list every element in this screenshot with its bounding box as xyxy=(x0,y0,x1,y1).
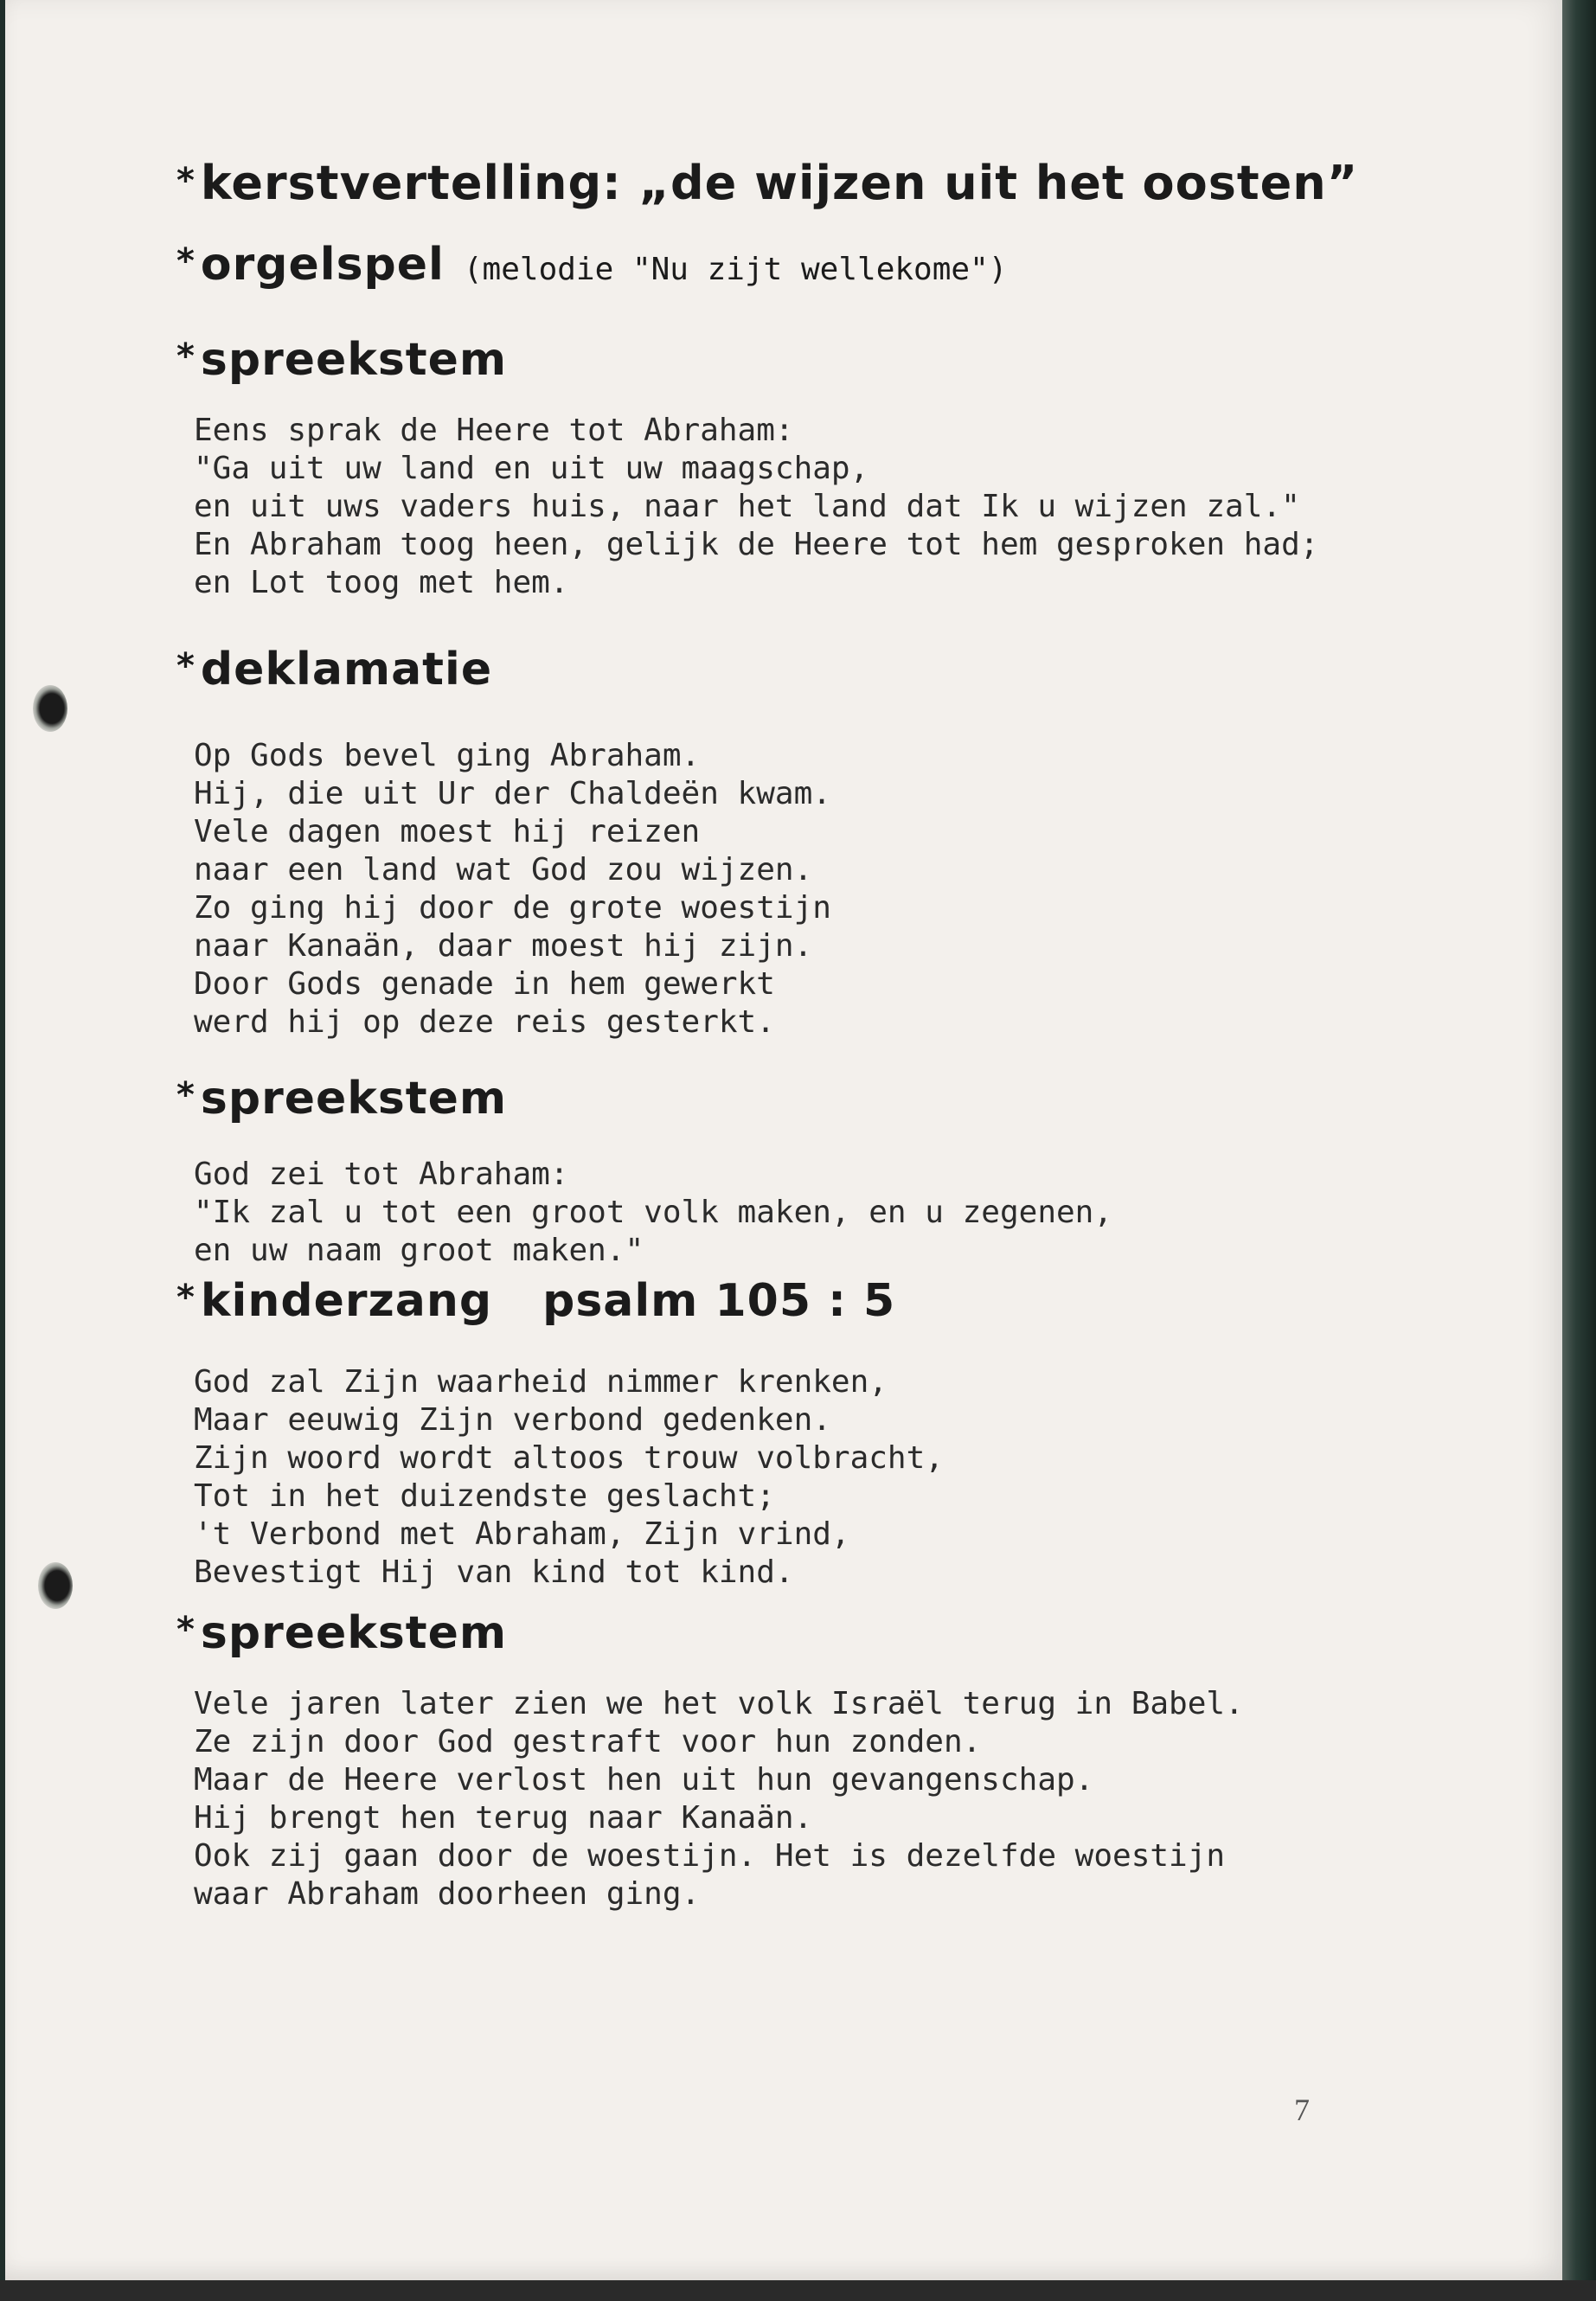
text-line: en uw naam groot maken." xyxy=(194,1233,644,1268)
text-line: Hij brengt hen terug naar Kanaän. xyxy=(194,1800,813,1836)
section-heading-kerstvertelling xyxy=(176,156,1358,210)
text-line: en uit uws vaders huis, naar het land dat Ik u wijzen zal." xyxy=(194,489,1300,524)
spreekstem-text xyxy=(194,1685,1244,1913)
text-line: naar Kanaän, daar moest hij zijn. xyxy=(194,928,813,964)
bullet-star: * xyxy=(176,241,195,281)
psalm-reference: psalm 105 : 5 xyxy=(542,1275,896,1327)
section-heading-spreekstem xyxy=(176,334,507,386)
text-line: Ze zijn door God gestraft voor hun zonden. xyxy=(194,1724,982,1759)
text-line: Maar de Heere verlost hen uit hun gevangenschap. xyxy=(194,1762,1094,1798)
heading-text: deklamatie xyxy=(200,644,493,695)
melody-note: (melodie "Nu zijt wellekome") xyxy=(463,252,1008,287)
heading-text: orgelspel xyxy=(200,239,445,291)
section-heading-kinderzang xyxy=(176,1275,895,1327)
text-line: werd hij op deze reis gesterkt. xyxy=(194,1004,775,1040)
text-line: Vele dagen moest hij reizen xyxy=(194,814,701,849)
text-line: Zo ging hij door de grote woestijn xyxy=(194,890,831,926)
bullet-star: * xyxy=(176,1075,195,1115)
text-line: Ook zij gaan door de woestijn. Het is dezelfde woestijn xyxy=(194,1838,1226,1874)
section-heading-deklamatie xyxy=(176,644,492,695)
text-line: God zei tot Abraham: xyxy=(194,1157,569,1192)
text-line: Tot in het duizendste geslacht; xyxy=(194,1478,775,1514)
text-line: 't Verbond met Abraham, Zijn vrind, xyxy=(194,1516,850,1552)
bullet-star: * xyxy=(176,646,195,686)
bottom-edge xyxy=(0,2280,1596,2301)
bullet-star: * xyxy=(176,1278,195,1317)
binder-spine xyxy=(1562,0,1596,2301)
heading-text: spreekstem xyxy=(200,1073,508,1125)
punch-hole xyxy=(38,1562,73,1609)
text-line: En Abraham toog heen, gelijk de Heere tot hem gesproken had; xyxy=(194,527,1319,562)
text-line: Hij, die uit Ur der Chaldeën kwam. xyxy=(194,776,831,811)
spreekstem-text xyxy=(194,1156,1112,1270)
heading-text: kinderzang xyxy=(200,1275,493,1327)
text-line: waar Abraham doorheen ging. xyxy=(194,1876,701,1912)
text-line: Op Gods bevel ging Abraham. xyxy=(194,738,701,773)
spreekstem-text xyxy=(194,412,1318,602)
text-line: Vele jaren later zien we het volk Israël terug in Babel. xyxy=(194,1686,1244,1721)
deklamatie-poem xyxy=(194,737,831,1042)
text-line: Bevestigt Hij van kind tot kind. xyxy=(194,1554,794,1590)
section-heading-spreekstem xyxy=(176,1073,507,1125)
text-line: Door Gods genade in hem gewerkt xyxy=(194,966,775,1002)
section-heading-orgelspel xyxy=(176,239,1007,291)
punch-hole xyxy=(33,685,67,732)
page-number: 7 xyxy=(1294,2093,1310,2127)
text-line: God zal Zijn waarheid nimmer krenken, xyxy=(194,1364,888,1400)
bullet-star: * xyxy=(176,161,195,201)
text-line: en Lot toog met hem. xyxy=(194,565,569,600)
bullet-star: * xyxy=(176,1610,195,1650)
booklet-page xyxy=(5,0,1562,2280)
text-line: "Ga uit uw land en uit uw maagschap, xyxy=(194,451,869,486)
text-line: Eens sprak de Heere tot Abraham: xyxy=(194,413,794,448)
heading-text: spreekstem xyxy=(200,1607,508,1659)
heading-text: spreekstem xyxy=(200,334,508,386)
text-line: "Ik zal u tot een groot volk maken, en u zegenen, xyxy=(194,1195,1113,1230)
text-line: Zijn woord wordt altoos trouw volbracht, xyxy=(194,1440,944,1476)
section-heading-spreekstem xyxy=(176,1607,507,1659)
heading-text: kerstvertelling: „de wijzen uit het oosten” xyxy=(200,156,1359,210)
text-line: Maar eeuwig Zijn verbond gedenken. xyxy=(194,1402,831,1438)
kinderzang-lyrics xyxy=(194,1363,944,1592)
bullet-star: * xyxy=(176,336,195,376)
text-line: naar een land wat God zou wijzen. xyxy=(194,852,813,888)
